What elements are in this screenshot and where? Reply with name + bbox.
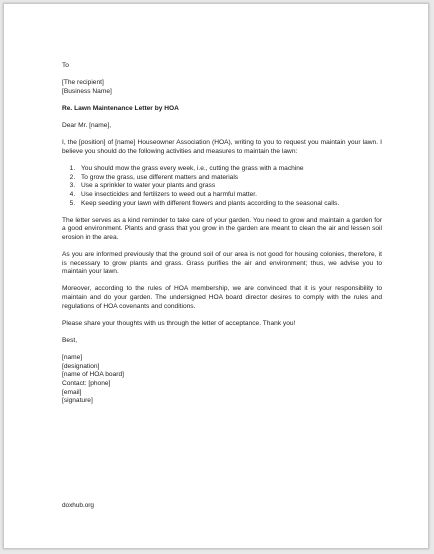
signature-line: [signature] (62, 397, 93, 405)
salutation: Dear Mr. [name], (62, 122, 112, 130)
to-label: To (62, 62, 69, 69)
list-item: 4. Use insecticides and fertilizers to weed out a harmful matter. (77, 191, 382, 200)
signature-line: [email] (62, 388, 82, 396)
list-item: 2. To grow the grass, use different matters and materials (77, 174, 382, 183)
document-page (3, 3, 429, 549)
footer-source: doxhub.org (62, 502, 94, 509)
recipient-name: [The recipient] (62, 79, 104, 87)
letter-body (62, 62, 382, 406)
signature-line: [name of HOA board] (62, 371, 124, 379)
subject-line: Re. Lawn Maintenance Letter by HOA (62, 104, 179, 112)
signature-line: [name] (62, 354, 83, 362)
list-item: 1. You should mow the grass every week, i.e., cutting the grass with a machine (77, 165, 382, 174)
list-item: 5. Keep seeding your lawn with different flowers and plants according to the seasonal calls. (77, 200, 382, 209)
list-item: 3. Use a sprinkler to water your plants and grass (77, 182, 382, 191)
body-paragraph: Moreover, according to the rules of HOA membership, we are convinced that it is your responsibility to maintain and do your garden. The undersigned HOA board director desires to comply with the rules and regulations of HOA covenants and conditions. (62, 285, 382, 310)
measures-list (62, 165, 382, 208)
intro-paragraph: I, the [position] of [name] Houseowner Association (HOA), writing to you to request you maintain your lawn. I believe you should do the following activities and measures to maintain the lawn: (62, 139, 382, 155)
signature-line: [designation] (62, 362, 100, 370)
body-paragraph: As you are informed previously that the ground soil of our area is not good for housing colonies, therefore, it is necessary to grow plants and grass. Grass purifies the air and environment; thus, we advise you to maintain your lawn. (62, 251, 382, 276)
signature-line: Contact: [phone] (62, 379, 111, 387)
body-paragraph: Please share your thoughts with us through the letter of acceptance. Thank you! (62, 319, 296, 327)
business-name: [Business Name] (62, 87, 112, 95)
closing: Best, (62, 337, 78, 344)
body-paragraph: The letter serves as a kind reminder to take care of your garden. You need to grow and maintain a garden for a good environment. Plants and grass that you grow in the garden are meant to clean the air and lessen soil erosion in the area. (62, 216, 382, 241)
